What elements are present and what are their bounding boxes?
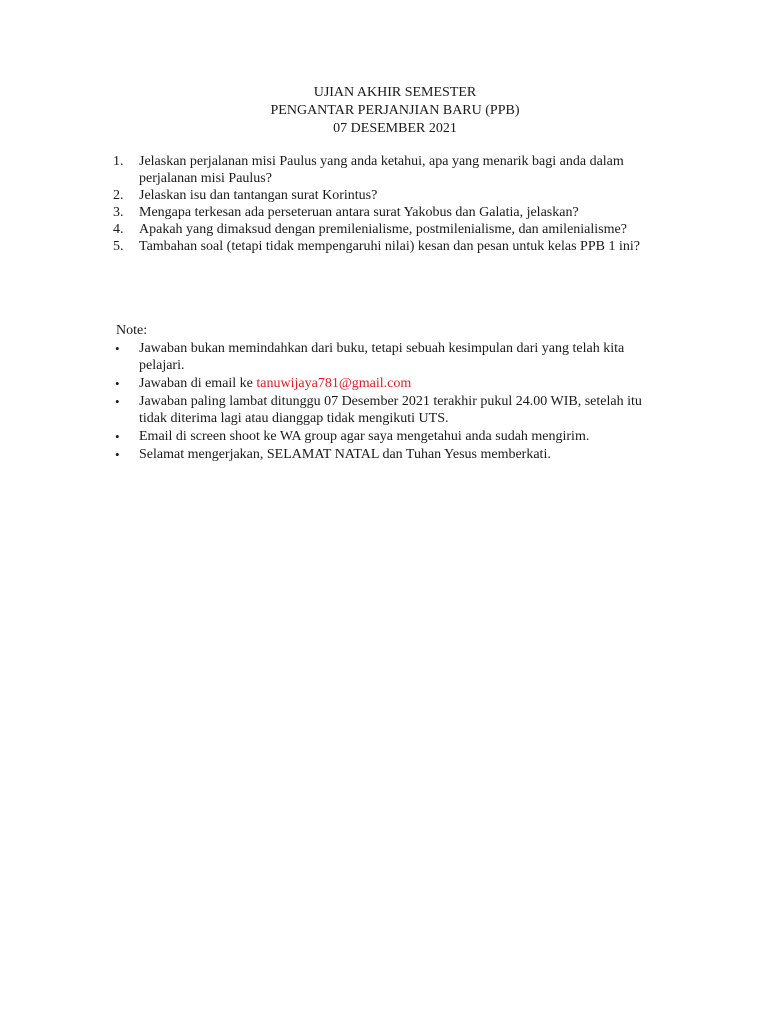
question-number: 3.: [113, 205, 124, 220]
note-item: [113, 446, 673, 463]
question-text: Apakah yang dimaksud dengan premilenialisme, postmilenialisme, dan amilenialisme?: [139, 222, 627, 237]
bullet-icon: •: [115, 394, 120, 409]
question-item: [113, 204, 673, 221]
note-text: Jawaban bukan memindahkan dari buku, tetapi sebuah kesimpulan dari yang telah kita pelajari.: [139, 341, 625, 373]
question-item: [113, 153, 673, 187]
note-item: [113, 340, 673, 374]
bullet-icon: •: [115, 341, 120, 356]
question-item: [113, 221, 673, 238]
question-text: Jelaskan isu dan tantangan surat Korintus?: [139, 188, 378, 203]
note-text: Jawaban di email ke: [139, 376, 257, 391]
question-list: [113, 153, 673, 255]
bullet-icon: •: [115, 376, 120, 391]
note-text: Selamat mengerjakan, SELAMAT NATAL dan Tuhan Yesus memberkati.: [139, 447, 551, 462]
course-title: PENGANTAR PERJANJIAN BARU (PPB): [270, 103, 520, 118]
exam-date: 07 DESEMBER 2021: [333, 121, 457, 136]
note-item: [113, 375, 673, 392]
document-header: [0, 84, 768, 138]
question-number: 1.: [113, 154, 124, 169]
question-text: Jelaskan perjalanan misi Paulus yang anda ketahui, apa yang menarik bagi anda dalam perjalanan misi Paulus?: [139, 154, 624, 186]
note-text: Email di screen shoot ke WA group agar saya mengetahui anda sudah mengirim.: [139, 429, 590, 444]
question-item: [113, 187, 673, 204]
question-number: 4.: [113, 222, 124, 237]
question-number: 2.: [113, 188, 124, 203]
question-text: Mengapa terkesan ada perseteruan antara surat Yakobus dan Galatia, jelaskan?: [139, 205, 579, 220]
note-item: [113, 393, 673, 427]
question-item: [113, 238, 673, 255]
question-number: 5.: [113, 239, 124, 254]
bullet-icon: •: [115, 429, 120, 444]
email-link[interactable]: tanuwijaya781@gmail.com: [256, 376, 412, 391]
note-text: Jawaban paling lambat ditunggu 07 Desember 2021 terakhir pukul 24.00 WIB, setelah itu tidak diterima lagi atau dianggap tidak mengikuti UTS.: [139, 394, 642, 426]
bullet-icon: •: [115, 447, 120, 462]
note-item: [113, 428, 673, 445]
question-text: Tambahan soal (tetapi tidak mempengaruhi nilai) kesan dan pesan untuk kelas PPB 1 ini?: [139, 239, 640, 254]
note-label: Note:: [116, 323, 148, 338]
exam-title: UJIAN AKHIR SEMESTER: [313, 85, 477, 100]
note-list: [113, 340, 673, 464]
